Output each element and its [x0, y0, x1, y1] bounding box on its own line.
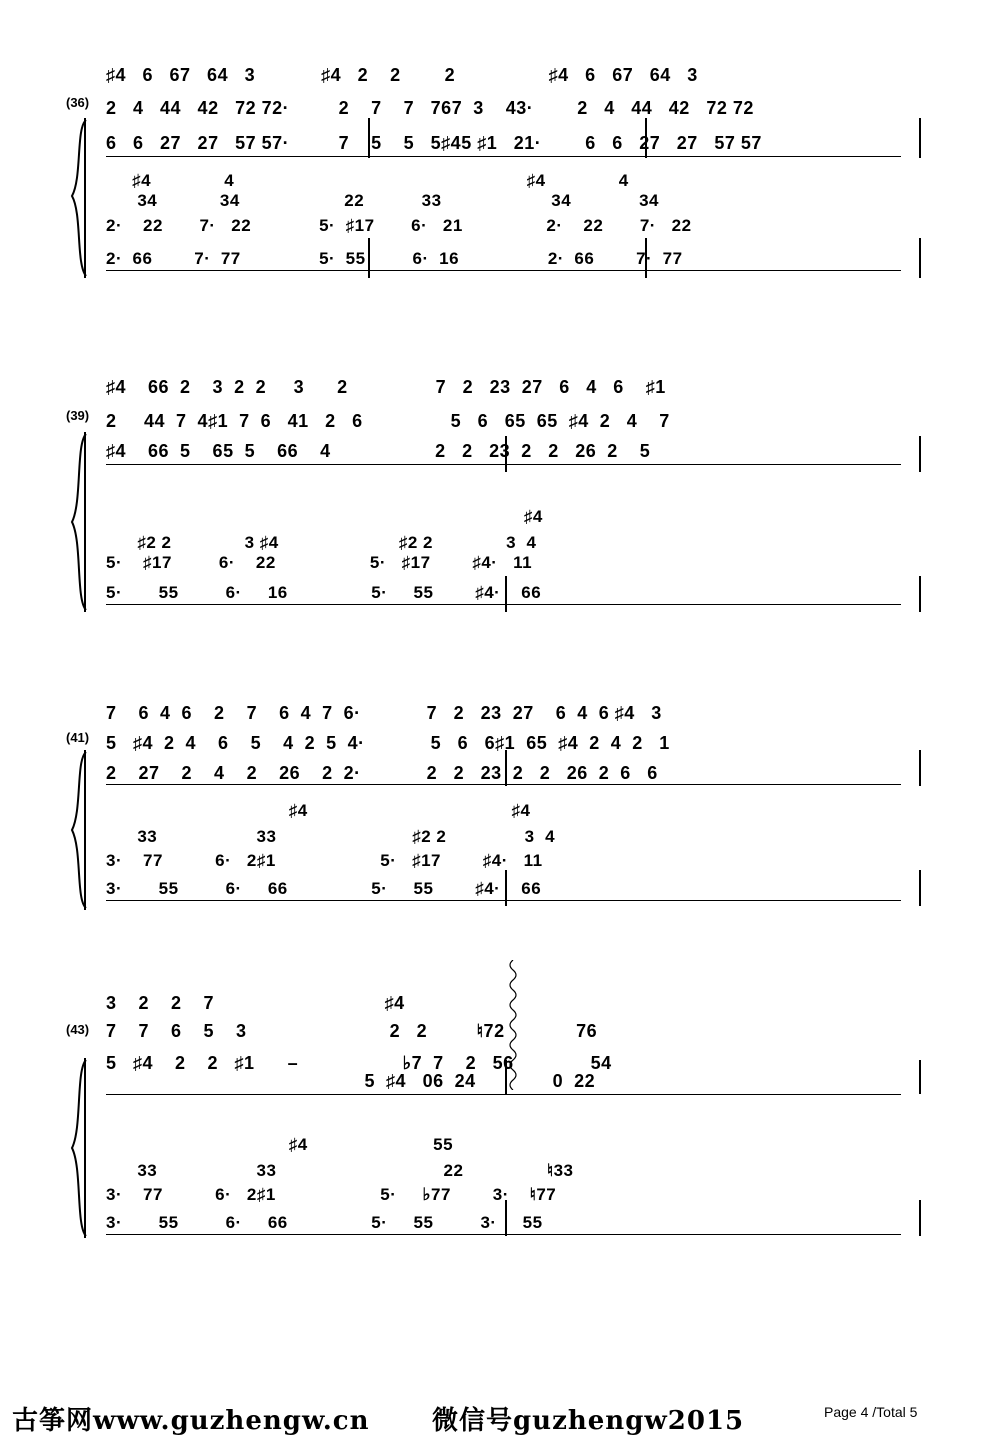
treble-line-3: 2 27 2 4 2 26 2 2· 2 2 23 2 2 26 2 6 6: [106, 763, 658, 783]
treble-line-2: 7 7 6 5 3 2 2 ♮72 76: [106, 1021, 598, 1041]
underline: [106, 156, 901, 157]
treble-line-2: 2 44 7 4♯1 7 6 41 2 6 5 6 65 65 ♯4 2 4 7: [106, 411, 670, 431]
bass-line-4: 3· 55 6· 66 5· 55 3· 55: [106, 1213, 543, 1232]
barline: [919, 576, 921, 612]
measure-number: (36): [66, 95, 90, 110]
barline: [919, 118, 921, 158]
barline: [84, 118, 86, 278]
bass-line-5: 5· 55 6· 16 5· 55 ♯4· 66: [106, 583, 542, 602]
underline: [106, 1094, 901, 1095]
barline: [84, 750, 86, 910]
brace-icon: [68, 118, 90, 278]
bass-line-3: ♯2 2 3 ♯4 ♯2 2 3 4: [106, 533, 537, 552]
page-indicator: Page 4 /Total 5: [824, 1404, 918, 1420]
measure-number: (43): [66, 1022, 90, 1037]
bass-line-3: 3· 77 6· 2♯1 5· ♭77 3· ♮77: [106, 1185, 557, 1204]
bass-line-4: 3· 55 6· 66 5· 55 ♯4· 66: [106, 879, 542, 898]
brace-icon: [68, 1058, 90, 1238]
treble-line-1: 3 2 2 7 ♯4: [106, 993, 405, 1013]
treble-line-1: ♯4 66 2 3 2 2 3 2 7 2 23 27 6 4 6 ♯1: [106, 377, 666, 397]
barline: [919, 238, 921, 278]
treble-line-2: 2 4 44 42 72 72· 2 7 7 767 3 43· 2 4 44 42 72 72: [106, 98, 754, 118]
bass-line-4: 5· ♯17 6· 22 5· ♯17 ♯4· 11: [106, 553, 533, 572]
measure-number: (41): [66, 730, 90, 745]
footer-site-watermark: 古筝网www.guzhengw.cn: [12, 1406, 370, 1436]
bass-line-2: ♯4: [106, 507, 543, 526]
bass-line-3: 2· 22 7· 22 5· ♯17 6· 21 2· 22 7· 22: [106, 216, 692, 235]
bass-line-4: 2· 66 7· 77 5· 55 6· 16 2· 66 7· 77: [106, 249, 683, 268]
treble-line-1: 7 6 4 6 2 7 6 4 7 6· 7 2 23 27 6 4 6 ♯4 3: [106, 703, 662, 723]
underline: [106, 900, 901, 901]
bass-line-1: ♯4 ♯4: [106, 801, 531, 820]
brace-icon: [68, 750, 90, 910]
barline: [84, 432, 86, 612]
bass-line-2: 34 34 22 33 34 34: [106, 191, 659, 210]
bass-line-2: 33 33 ♯2 2 3 4: [106, 827, 556, 846]
bass-line-2: 33 33 22 ♮33: [106, 1161, 574, 1180]
underline: [106, 1234, 901, 1235]
treble-line-1: ♯4 6 67 64 3 ♯4 2 2 2 ♯4 6 67 64 3: [106, 65, 698, 85]
barline: [919, 870, 921, 906]
barline: [84, 1058, 86, 1238]
underline: [106, 784, 901, 785]
bass-line-1: ♯4 55: [106, 1135, 454, 1154]
treble-line-3: 5 ♯4 2 2 ♯1 – ♭7 7 2 56 54: [106, 1053, 612, 1073]
treble-line-3: 6 6 27 27 57 57· 7 5 5 5♯45 ♯1 21· 6 6 27 27 57 57: [106, 133, 762, 153]
barline: [919, 436, 921, 472]
brace-icon: [68, 432, 90, 612]
barline: [919, 750, 921, 786]
barline: [919, 1200, 921, 1236]
bass-line-1: ♯4 4 ♯4 4: [106, 171, 629, 190]
treble-line-4: 5 ♯4 06 24 0 22: [106, 1071, 596, 1091]
measure-number: (39): [66, 408, 90, 423]
underline: [106, 464, 901, 465]
treble-line-3: ♯4 66 5 65 5 66 4 2 2 23 2 2 26 2 5: [106, 441, 651, 461]
underline: [106, 270, 901, 271]
bass-line-3: 3· 77 6· 2♯1 5· ♯17 ♯4· 11: [106, 851, 543, 870]
treble-line-2: 5 ♯4 2 4 6 5 4 2 5 4· 5 6 6♯1 65 ♯4 2 4 2 1: [106, 733, 670, 753]
barline: [919, 1060, 921, 1094]
underline: [106, 604, 901, 605]
footer-wechat-watermark: 微信号guzhengw2015: [432, 1406, 745, 1436]
